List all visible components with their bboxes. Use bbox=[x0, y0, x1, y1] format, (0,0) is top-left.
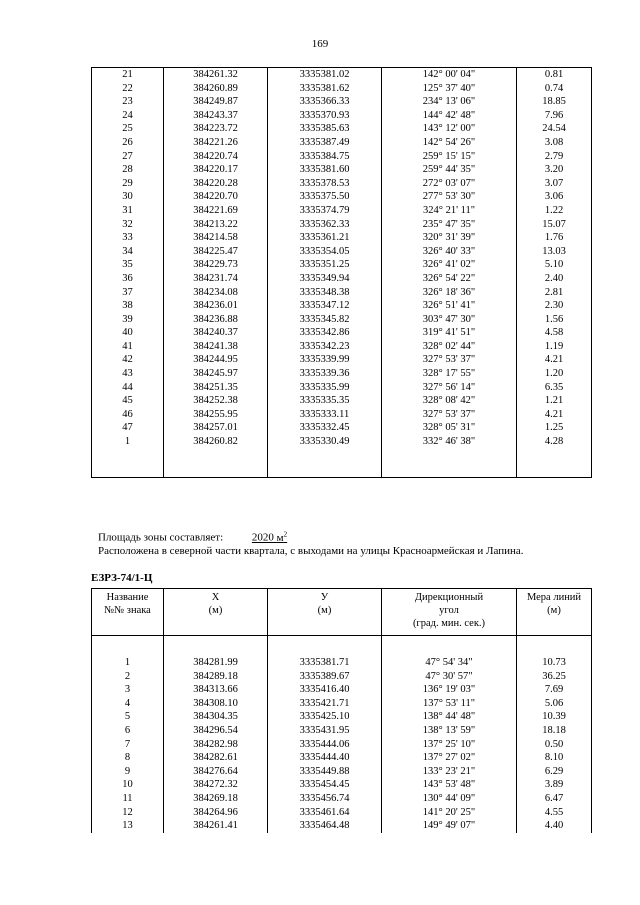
point-number-cell: 39 bbox=[92, 313, 164, 327]
y-coordinate-cell: 3335339.99 bbox=[268, 353, 382, 367]
line-length-cell: 8.10 bbox=[517, 751, 592, 765]
line-length-cell: 5.10 bbox=[517, 258, 592, 272]
line-length-cell: 4.21 bbox=[517, 408, 592, 422]
table-row bbox=[92, 95, 592, 109]
line-length-cell: 3.08 bbox=[517, 136, 592, 150]
y-coordinate-cell: 3335361.21 bbox=[268, 231, 382, 245]
bearing-cell: 328° 05' 31" bbox=[382, 421, 517, 435]
line-length-cell: 6.29 bbox=[517, 765, 592, 779]
y-coordinate-cell: 3335461.64 bbox=[268, 806, 382, 820]
table-row bbox=[92, 792, 592, 806]
zone-area-unit bbox=[277, 532, 287, 544]
bearing-cell: 326° 51' 41" bbox=[382, 299, 517, 313]
point-number-cell: 42 bbox=[92, 353, 164, 367]
y-coordinate-cell: 3335449.88 bbox=[268, 765, 382, 779]
bearing-cell: 326° 18' 36" bbox=[382, 286, 517, 300]
x-coordinate-cell: 384213.22 bbox=[164, 218, 268, 232]
x-coordinate-cell: 384313.66 bbox=[164, 683, 268, 697]
y-coordinate-cell: 3335345.82 bbox=[268, 313, 382, 327]
bearing-cell: 137° 27' 02" bbox=[382, 751, 517, 765]
x-coordinate-cell: 384282.98 bbox=[164, 738, 268, 752]
table-row bbox=[92, 313, 592, 327]
y-coordinate-cell: 3335354.05 bbox=[268, 245, 382, 259]
point-number-cell: 28 bbox=[92, 163, 164, 177]
line-length-cell: 2.81 bbox=[517, 286, 592, 300]
line-length-cell: 7.96 bbox=[517, 109, 592, 123]
x-coordinate-cell: 384276.64 bbox=[164, 765, 268, 779]
table-row bbox=[92, 367, 592, 381]
zone-area-unit-sup: 2 bbox=[283, 530, 288, 538]
point-number-cell: 13 bbox=[92, 819, 164, 833]
line-length-cell: 0.74 bbox=[517, 82, 592, 96]
x-coordinate-cell: 384220.17 bbox=[164, 163, 268, 177]
bearing-cell: 259° 15' 15" bbox=[382, 150, 517, 164]
line-length-cell: 4.58 bbox=[517, 326, 592, 340]
zone-coordinates-table bbox=[91, 588, 592, 833]
line-length-cell: 15.07 bbox=[517, 218, 592, 232]
line-length-cell: 6.47 bbox=[517, 792, 592, 806]
bearing-cell: 327° 53' 37" bbox=[382, 408, 517, 422]
line-length-cell: 1.20 bbox=[517, 367, 592, 381]
table-row bbox=[92, 656, 592, 670]
line-length-cell: 18.85 bbox=[517, 95, 592, 109]
line-length-cell: 7.69 bbox=[517, 683, 592, 697]
y-coordinate-cell: 3335330.49 bbox=[268, 435, 382, 449]
y-coordinate-cell: 3335416.40 bbox=[268, 683, 382, 697]
table-row bbox=[92, 68, 592, 82]
bearing-cell: 130° 44' 09" bbox=[382, 792, 517, 806]
table-row bbox=[92, 408, 592, 422]
x-header bbox=[164, 589, 268, 636]
y-coordinate-cell: 3335454.45 bbox=[268, 778, 382, 792]
table-row bbox=[92, 190, 592, 204]
line-length-cell: 3.89 bbox=[517, 778, 592, 792]
header-line: (м) bbox=[547, 605, 561, 616]
bearing-cell: 47° 54' 34" bbox=[382, 656, 517, 670]
x-coordinate-cell: 384261.41 bbox=[164, 819, 268, 833]
line-length-cell: 4.28 bbox=[517, 435, 592, 449]
x-coordinate-cell: 384236.88 bbox=[164, 313, 268, 327]
header-line: (м) bbox=[208, 605, 223, 616]
y-coordinate-cell: 3335351.25 bbox=[268, 258, 382, 272]
table-row bbox=[92, 670, 592, 684]
header-line: Название bbox=[106, 592, 149, 603]
bearing-cell: 272° 03' 07" bbox=[382, 177, 517, 191]
table-row bbox=[92, 245, 592, 259]
line-length-cell: 5.06 bbox=[517, 697, 592, 711]
table-row bbox=[92, 231, 592, 245]
bearing-cell: 277° 53' 30" bbox=[382, 190, 517, 204]
bearing-cell: 326° 54' 22" bbox=[382, 272, 517, 286]
y-coordinate-cell: 3335366.33 bbox=[268, 95, 382, 109]
line-length-cell: 0.50 bbox=[517, 738, 592, 752]
bearing-cell: 319° 41' 51" bbox=[382, 326, 517, 340]
line-length-cell: 36.25 bbox=[517, 670, 592, 684]
table-row bbox=[92, 177, 592, 191]
x-coordinate-cell: 384257.01 bbox=[164, 421, 268, 435]
point-number-cell: 11 bbox=[92, 792, 164, 806]
y-coordinate-cell: 3335385.63 bbox=[268, 122, 382, 136]
table-row bbox=[92, 109, 592, 123]
x-coordinate-cell: 384236.01 bbox=[164, 299, 268, 313]
table-row bbox=[92, 272, 592, 286]
line-length-cell: 0.81 bbox=[517, 68, 592, 82]
point-number-cell: 1 bbox=[92, 656, 164, 670]
x-coordinate-cell: 384304.35 bbox=[164, 710, 268, 724]
point-number-cell: 6 bbox=[92, 724, 164, 738]
line-length-cell: 6.35 bbox=[517, 381, 592, 395]
bearing-cell: 327° 56' 14" bbox=[382, 381, 517, 395]
point-number-cell: 9 bbox=[92, 765, 164, 779]
point-number-cell: 47 bbox=[92, 421, 164, 435]
bearing-cell: 125° 37' 40" bbox=[382, 82, 517, 96]
bearing-header bbox=[382, 589, 517, 636]
header-line: У bbox=[320, 592, 329, 603]
table-spacer-row bbox=[92, 636, 592, 657]
table-row bbox=[92, 697, 592, 711]
point-number-cell: 3 bbox=[92, 683, 164, 697]
y-coordinate-cell: 3335431.95 bbox=[268, 724, 382, 738]
y-coordinate-cell: 3335342.23 bbox=[268, 340, 382, 354]
x-coordinate-cell: 384308.10 bbox=[164, 697, 268, 711]
x-coordinate-cell: 384234.08 bbox=[164, 286, 268, 300]
table-row bbox=[92, 724, 592, 738]
line-length-header bbox=[517, 589, 592, 636]
y-coordinate-cell: 3335349.94 bbox=[268, 272, 382, 286]
table-row bbox=[92, 353, 592, 367]
x-coordinate-cell: 384221.26 bbox=[164, 136, 268, 150]
bearing-cell: 235° 47' 35" bbox=[382, 218, 517, 232]
x-coordinate-cell: 384229.73 bbox=[164, 258, 268, 272]
table-row bbox=[92, 218, 592, 232]
empty-cell bbox=[382, 636, 517, 657]
header-line: X bbox=[211, 592, 220, 603]
empty-cell bbox=[382, 449, 517, 478]
y-coordinate-cell: 3335342.86 bbox=[268, 326, 382, 340]
y-coordinate-cell: 3335381.60 bbox=[268, 163, 382, 177]
y-coordinate-cell: 3335389.67 bbox=[268, 670, 382, 684]
point-number-cell: 1 bbox=[92, 435, 164, 449]
y-coordinate-cell: 3335335.35 bbox=[268, 394, 382, 408]
point-number-cell: 37 bbox=[92, 286, 164, 300]
point-number-cell: 36 bbox=[92, 272, 164, 286]
x-coordinate-cell: 384241.38 bbox=[164, 340, 268, 354]
x-coordinate-cell: 384272.32 bbox=[164, 778, 268, 792]
line-length-cell: 4.21 bbox=[517, 353, 592, 367]
table-row bbox=[92, 765, 592, 779]
table-row bbox=[92, 778, 592, 792]
table-row bbox=[92, 150, 592, 164]
table-row bbox=[92, 751, 592, 765]
empty-cell bbox=[164, 636, 268, 657]
bearing-cell: 137° 25' 10" bbox=[382, 738, 517, 752]
bearing-cell: 142° 00' 04" bbox=[382, 68, 517, 82]
table-row bbox=[92, 258, 592, 272]
x-coordinate-cell: 384220.70 bbox=[164, 190, 268, 204]
point-number-cell: 10 bbox=[92, 778, 164, 792]
empty-cell bbox=[268, 449, 382, 478]
bearing-cell: 143° 53' 48" bbox=[382, 778, 517, 792]
coordinates-table-body bbox=[92, 68, 592, 478]
point-number-cell: 46 bbox=[92, 408, 164, 422]
point-number-cell: 31 bbox=[92, 204, 164, 218]
line-length-cell: 1.22 bbox=[517, 204, 592, 218]
y-coordinate-cell: 3335384.75 bbox=[268, 150, 382, 164]
bearing-cell: 326° 40' 33" bbox=[382, 245, 517, 259]
point-number-cell: 32 bbox=[92, 218, 164, 232]
point-number-cell: 5 bbox=[92, 710, 164, 724]
table-row bbox=[92, 819, 592, 833]
bearing-cell: 234° 13' 06" bbox=[382, 95, 517, 109]
bearing-cell: 327° 53' 37" bbox=[382, 353, 517, 367]
bearing-cell: 138° 44' 48" bbox=[382, 710, 517, 724]
bearing-cell: 303° 47' 30" bbox=[382, 313, 517, 327]
point-number-cell: 23 bbox=[92, 95, 164, 109]
x-coordinate-cell: 384243.37 bbox=[164, 109, 268, 123]
zone-area-line bbox=[98, 530, 287, 544]
line-length-cell: 18.18 bbox=[517, 724, 592, 738]
line-length-cell: 4.55 bbox=[517, 806, 592, 820]
point-number-cell: 24 bbox=[92, 109, 164, 123]
empty-cell bbox=[92, 449, 164, 478]
table-row bbox=[92, 394, 592, 408]
table-row bbox=[92, 806, 592, 820]
point-number-cell: 4 bbox=[92, 697, 164, 711]
line-length-cell: 1.21 bbox=[517, 394, 592, 408]
x-coordinate-cell: 384225.47 bbox=[164, 245, 268, 259]
bearing-cell: 133° 23' 21" bbox=[382, 765, 517, 779]
point-number-cell: 34 bbox=[92, 245, 164, 259]
line-length-cell: 3.07 bbox=[517, 177, 592, 191]
y-coordinate-cell: 3335381.71 bbox=[268, 656, 382, 670]
bearing-cell: 326° 41' 02" bbox=[382, 258, 517, 272]
point-number-cell: 7 bbox=[92, 738, 164, 752]
bearing-cell: 144° 42' 48" bbox=[382, 109, 517, 123]
line-length-cell: 3.20 bbox=[517, 163, 592, 177]
point-number-cell: 43 bbox=[92, 367, 164, 381]
y-coordinate-cell: 3335378.53 bbox=[268, 177, 382, 191]
line-length-cell: 2.40 bbox=[517, 272, 592, 286]
line-length-cell: 1.76 bbox=[517, 231, 592, 245]
line-length-cell: 1.56 bbox=[517, 313, 592, 327]
table-row bbox=[92, 299, 592, 313]
header-line: (град. мин. сек.) bbox=[412, 618, 486, 629]
bearing-cell: 137° 53' 11" bbox=[382, 697, 517, 711]
bearing-cell: 136° 19' 03" bbox=[382, 683, 517, 697]
table-row bbox=[92, 286, 592, 300]
table-row bbox=[92, 326, 592, 340]
header-line: (м) bbox=[317, 605, 332, 616]
x-coordinate-cell: 384252.38 bbox=[164, 394, 268, 408]
bearing-cell: 47° 30' 57" bbox=[382, 670, 517, 684]
line-length-cell: 1.25 bbox=[517, 421, 592, 435]
table-row bbox=[92, 421, 592, 435]
bearing-cell: 332° 46' 38" bbox=[382, 435, 517, 449]
point-number-cell: 45 bbox=[92, 394, 164, 408]
table-row bbox=[92, 340, 592, 354]
header-line: №№ знака bbox=[104, 605, 151, 616]
x-coordinate-cell: 384244.95 bbox=[164, 353, 268, 367]
bearing-cell: 149° 49' 07" bbox=[382, 819, 517, 833]
y-coordinate-cell: 3335381.02 bbox=[268, 68, 382, 82]
bearing-cell: 143° 12' 00" bbox=[382, 122, 517, 136]
y-coordinate-cell: 3335347.12 bbox=[268, 299, 382, 313]
bearing-cell: 142° 54' 26" bbox=[382, 136, 517, 150]
point-name-header bbox=[92, 589, 164, 636]
table-row bbox=[92, 683, 592, 697]
x-coordinate-cell: 384223.72 bbox=[164, 122, 268, 136]
x-coordinate-cell: 384251.35 bbox=[164, 381, 268, 395]
y-coordinate-cell: 3335456.74 bbox=[268, 792, 382, 806]
bearing-cell: 259° 44' 35" bbox=[382, 163, 517, 177]
y-coordinate-cell: 3335425.10 bbox=[268, 710, 382, 724]
table-header-row bbox=[92, 589, 592, 636]
table-row bbox=[92, 738, 592, 752]
point-number-cell: 26 bbox=[92, 136, 164, 150]
empty-cell bbox=[268, 636, 382, 657]
point-number-cell: 2 bbox=[92, 670, 164, 684]
point-number-cell: 27 bbox=[92, 150, 164, 164]
line-length-cell: 4.40 bbox=[517, 819, 592, 833]
point-number-cell: 44 bbox=[92, 381, 164, 395]
zone-area-value-wrap bbox=[252, 530, 287, 544]
y-coordinate-cell: 3335374.79 bbox=[268, 204, 382, 218]
x-coordinate-cell: 384289.18 bbox=[164, 670, 268, 684]
y-coordinate-cell: 3335348.38 bbox=[268, 286, 382, 300]
line-length-cell: 24.54 bbox=[517, 122, 592, 136]
bearing-cell: 324° 21' 11" bbox=[382, 204, 517, 218]
table-spacer-row bbox=[92, 449, 592, 478]
point-number-cell: 8 bbox=[92, 751, 164, 765]
y-coordinate-cell: 3335362.33 bbox=[268, 218, 382, 232]
line-length-cell: 1.19 bbox=[517, 340, 592, 354]
y-coordinate-cell: 3335332.45 bbox=[268, 421, 382, 435]
line-length-cell: 2.30 bbox=[517, 299, 592, 313]
line-length-cell: 3.06 bbox=[517, 190, 592, 204]
empty-cell bbox=[92, 636, 164, 657]
point-number-cell: 12 bbox=[92, 806, 164, 820]
point-number-cell: 41 bbox=[92, 340, 164, 354]
line-length-cell: 2.79 bbox=[517, 150, 592, 164]
table-row bbox=[92, 122, 592, 136]
bearing-cell: 138° 13' 59" bbox=[382, 724, 517, 738]
y-coordinate-cell: 3335333.11 bbox=[268, 408, 382, 422]
table-row bbox=[92, 136, 592, 150]
x-coordinate-cell: 384240.37 bbox=[164, 326, 268, 340]
y-coordinate-cell: 3335335.99 bbox=[268, 381, 382, 395]
bearing-cell: 328° 17' 55" bbox=[382, 367, 517, 381]
header-line: Дирекционный bbox=[414, 592, 484, 603]
x-coordinate-cell: 384261.32 bbox=[164, 68, 268, 82]
header-line: угол bbox=[439, 605, 459, 616]
y-coordinate-cell: 3335375.50 bbox=[268, 190, 382, 204]
table-row bbox=[92, 381, 592, 395]
y-coordinate-cell: 3335339.36 bbox=[268, 367, 382, 381]
y-coordinate-cell: 3335370.93 bbox=[268, 109, 382, 123]
x-coordinate-cell: 384260.89 bbox=[164, 82, 268, 96]
zone-coordinates-table-body bbox=[92, 636, 592, 833]
y-coordinate-cell: 3335387.49 bbox=[268, 136, 382, 150]
zone-area-label: Площадь зоны составляет: bbox=[98, 531, 224, 544]
point-number-cell: 29 bbox=[92, 177, 164, 191]
zone-area-value: 2020 bbox=[251, 531, 274, 544]
x-coordinate-cell: 384269.18 bbox=[164, 792, 268, 806]
empty-cell bbox=[517, 449, 592, 478]
x-coordinate-cell: 384281.99 bbox=[164, 656, 268, 670]
bearing-cell: 141° 20' 25" bbox=[382, 806, 517, 820]
line-length-cell: 13.03 bbox=[517, 245, 592, 259]
x-coordinate-cell: 384282.61 bbox=[164, 751, 268, 765]
line-length-cell: 10.73 bbox=[517, 656, 592, 670]
point-number-cell: 35 bbox=[92, 258, 164, 272]
empty-cell bbox=[517, 636, 592, 657]
bearing-cell: 320° 31' 39" bbox=[382, 231, 517, 245]
x-coordinate-cell: 384264.96 bbox=[164, 806, 268, 820]
line-length-cell: 10.39 bbox=[517, 710, 592, 724]
y-coordinate-cell: 3335421.71 bbox=[268, 697, 382, 711]
point-number-cell: 40 bbox=[92, 326, 164, 340]
point-number-cell: 30 bbox=[92, 190, 164, 204]
zone-area-unit-text: м bbox=[276, 531, 284, 544]
bearing-cell: 328° 08' 42" bbox=[382, 394, 517, 408]
x-coordinate-cell: 384249.87 bbox=[164, 95, 268, 109]
x-coordinate-cell: 384220.28 bbox=[164, 177, 268, 191]
zone-code-heading: ЕЗРЗ-74/1-Ц bbox=[91, 572, 153, 584]
coordinates-table-continued bbox=[91, 67, 592, 478]
x-coordinate-cell: 384296.54 bbox=[164, 724, 268, 738]
zone-location-text: Расположена в северной части квартала, с выходами на улицы Красноармейская и Лапина. bbox=[98, 545, 524, 557]
header-line: Мера линий bbox=[526, 592, 582, 603]
x-coordinate-cell: 384231.74 bbox=[164, 272, 268, 286]
x-coordinate-cell: 384221.69 bbox=[164, 204, 268, 218]
point-number-cell: 25 bbox=[92, 122, 164, 136]
bearing-cell: 328° 02' 44" bbox=[382, 340, 517, 354]
empty-cell bbox=[164, 449, 268, 478]
x-coordinate-cell: 384255.95 bbox=[164, 408, 268, 422]
y-header bbox=[268, 589, 382, 636]
y-coordinate-cell: 3335381.62 bbox=[268, 82, 382, 96]
point-number-cell: 22 bbox=[92, 82, 164, 96]
table-row bbox=[92, 710, 592, 724]
x-coordinate-cell: 384214.58 bbox=[164, 231, 268, 245]
point-number-cell: 38 bbox=[92, 299, 164, 313]
y-coordinate-cell: 3335464.48 bbox=[268, 819, 382, 833]
x-coordinate-cell: 384260.82 bbox=[164, 435, 268, 449]
table-row bbox=[92, 435, 592, 449]
x-coordinate-cell: 384220.74 bbox=[164, 150, 268, 164]
page-number: 169 bbox=[311, 38, 329, 50]
point-number-cell: 21 bbox=[92, 68, 164, 82]
table-row bbox=[92, 82, 592, 96]
table-row bbox=[92, 204, 592, 218]
x-coordinate-cell: 384245.97 bbox=[164, 367, 268, 381]
point-number-cell: 33 bbox=[92, 231, 164, 245]
table-row bbox=[92, 163, 592, 177]
y-coordinate-cell: 3335444.40 bbox=[268, 751, 382, 765]
y-coordinate-cell: 3335444.06 bbox=[268, 738, 382, 752]
